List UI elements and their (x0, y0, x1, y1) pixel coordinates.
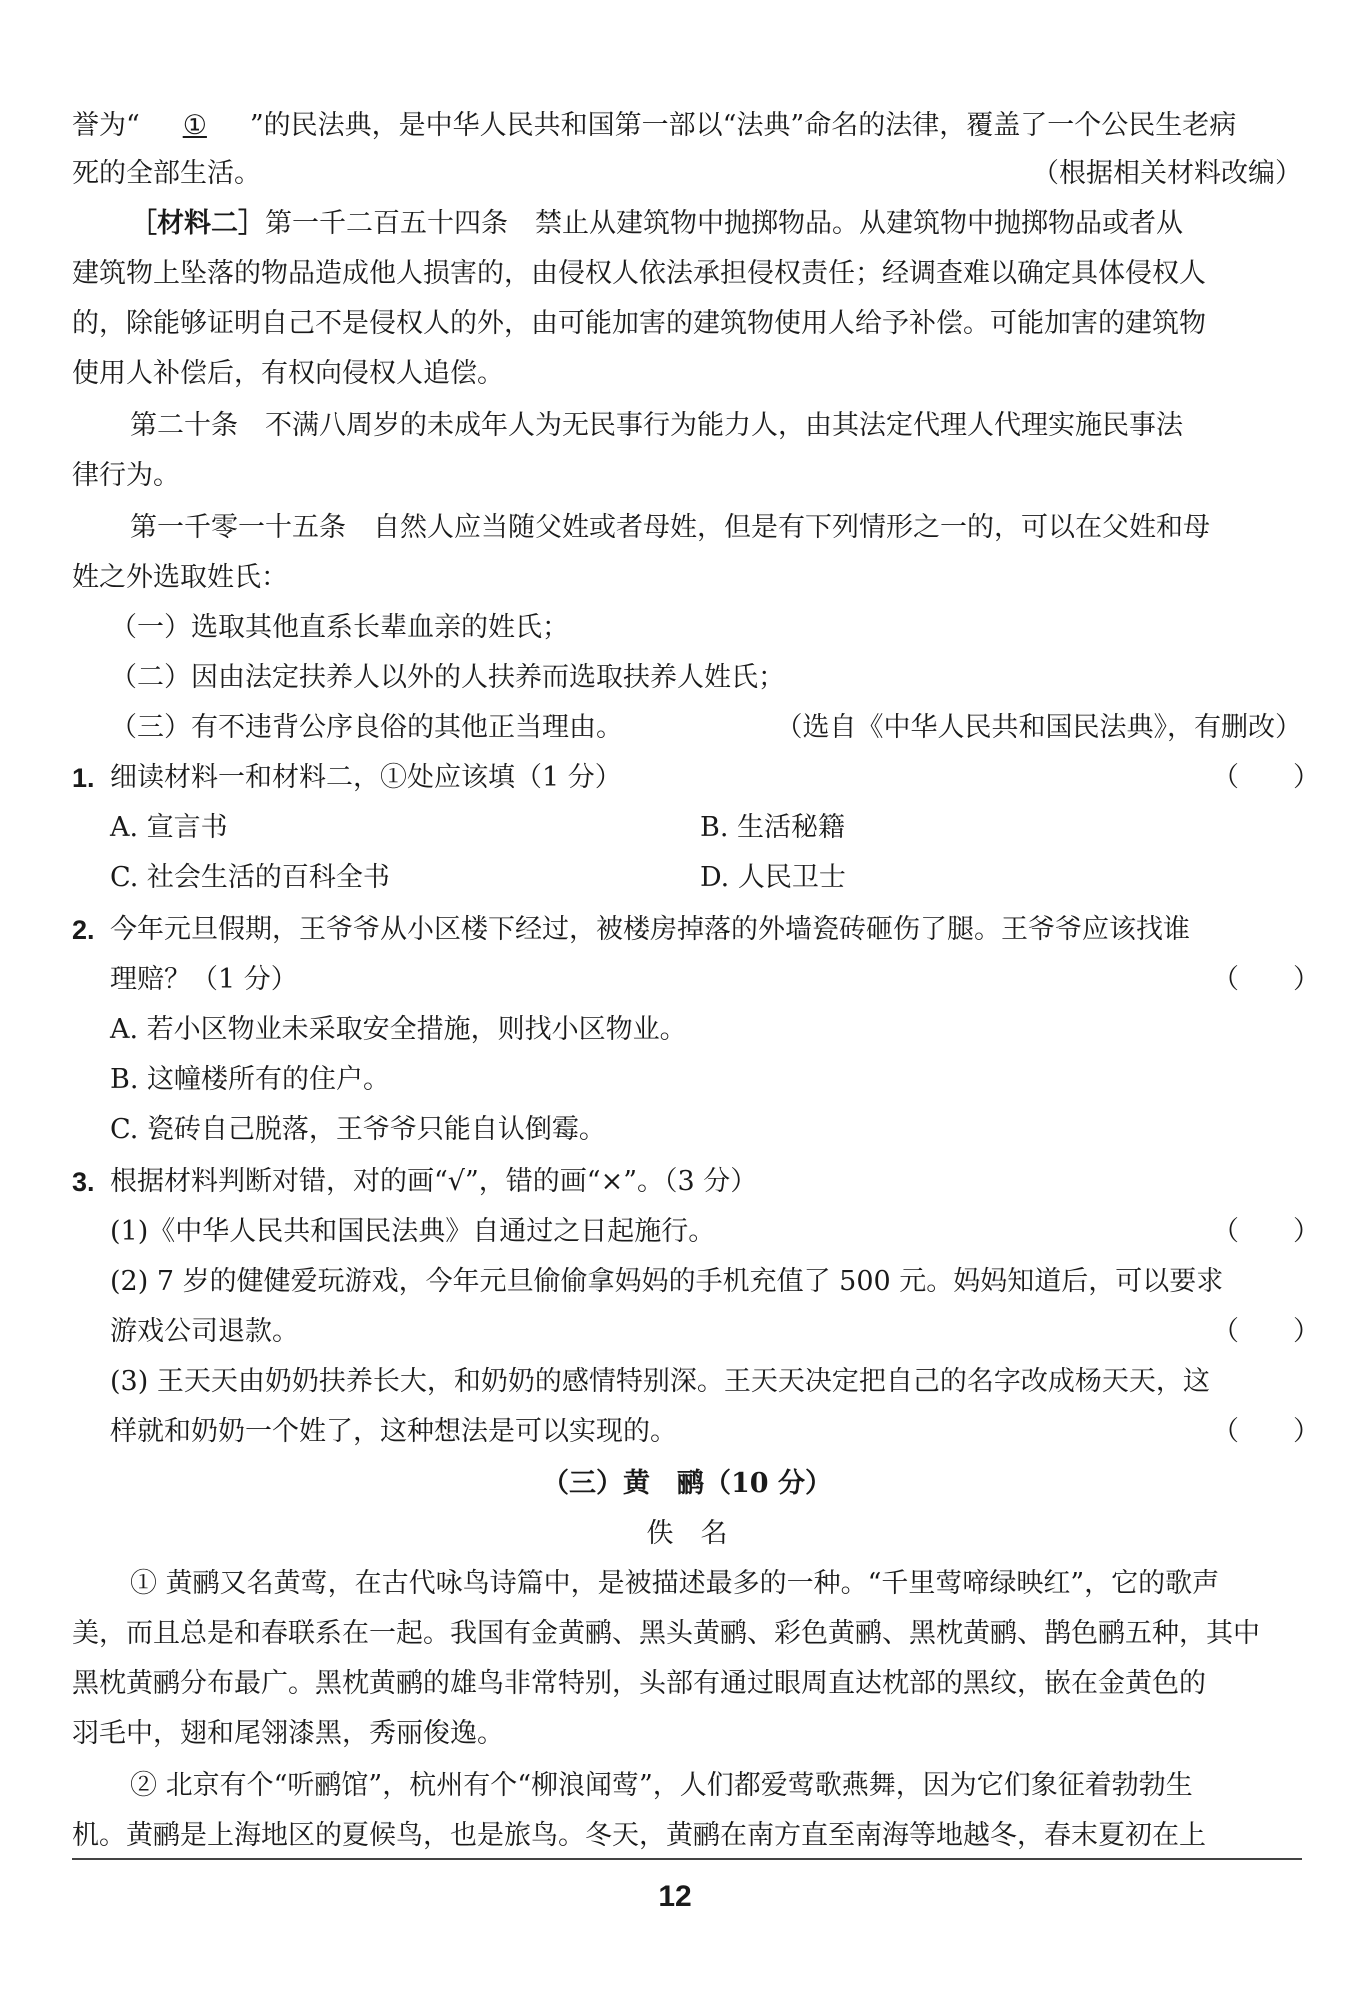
question-1-number: 1. (72, 763, 95, 793)
question-3-number: 3. (72, 1167, 95, 1197)
passage-p2-line-2: 机。黄鹂是上海地区的夏候鸟，也是旅鸟。冬天，黄鹂在南方直至南海等地越冬，春末夏初在上 (72, 1820, 1206, 1851)
material2-line-4: 使用人补偿后，有权向侵权人追偿。 (72, 358, 504, 389)
page-number: 12 (658, 1880, 692, 1913)
q3-statement-3-line-2: 样就和奶奶一个姓了，这种想法是可以实现的。 （ ） (110, 1412, 1302, 1452)
blank-1: ① (182, 110, 207, 141)
q1-option-d: D. 人民卫士 (700, 862, 846, 893)
question-2-text-2: 理赔？（1 分） (110, 964, 298, 995)
passage-p1-line-1: ① 黄鹂又名黄莺，在古代咏鸟诗篇中，是被描述最多的一种。“千里莺啼绿映红”，它的歌声 (130, 1568, 1220, 1599)
intro-line-2: 死的全部生活。 （根据相关材料改编） (72, 154, 1302, 194)
question-2-number: 2. (72, 915, 95, 945)
q1-option-a: A. 宣言书 (110, 812, 228, 843)
q2-option-b: B. 这幢楼所有的住户。 (110, 1064, 391, 1095)
answer-paren-q3-1: （ ） (1212, 1216, 1320, 1247)
q2-option-c: C. 瓷砖自己脱落，王爷爷只能自认倒霉。 (110, 1114, 606, 1145)
article1015-line-2: 姓之外选取姓氏： (72, 562, 288, 593)
q3-statement-2-line-1: (2) 7 岁的健健爱玩游戏，今年元旦偷偷拿妈妈的手机充值了 500 元。妈妈知道后，可以要求 (110, 1266, 1224, 1297)
article1015-item-2: （二）因由法定扶养人以外的人扶养而选取扶养人姓氏； (110, 662, 785, 693)
answer-paren-q1: （ ） (1212, 762, 1320, 793)
material2-tag: ［材料二］ (130, 208, 265, 239)
question-2-text-1: 今年元旦假期，王爷爷从小区楼下经过，被楼房掉落的外墙瓷砖砸伤了腿。王爷爷应该找谁 (110, 914, 1190, 945)
question-3-text: 根据材料判断对错，对的画“√”，错的画“×”。（3 分） (110, 1166, 758, 1197)
article20-line-2: 律行为。 (72, 460, 180, 491)
intro-source: （根据相关材料改编） (1032, 158, 1302, 189)
article1015-line-1: 第一千零一十五条 自然人应当随父姓或者母姓，但是有下列情形之一的，可以在父姓和母 (130, 512, 1210, 543)
q2-option-a: A. 若小区物业未采取安全措施，则找小区物业。 (110, 1014, 687, 1045)
q3-statement-2-line-2: 游戏公司退款。 （ ） (110, 1312, 1302, 1352)
question-1-text: 细读材料一和材料二，①处应该填（1 分） (110, 762, 622, 793)
passage-p1-line-4: 羽毛中，翅和尾翎漆黑，秀丽俊逸。 (72, 1718, 504, 1749)
section-3-title: （三）黄 鹂（10 分） (542, 1468, 832, 1499)
article1015-item-1: （一）选取其他直系长辈血亲的姓氏； (110, 612, 569, 643)
passage-p2-line-1: ② 北京有个“听鹂馆”，杭州有个“柳浪闻莺”，人们都爱莺歌燕舞，因为它们象征着勃勃生 (130, 1770, 1193, 1801)
q3-statement-3-line-1: (3) 王天天由奶奶扶养长大，和奶奶的感情特别深。王天天决定把自己的名字改成杨天天，这 (110, 1366, 1210, 1397)
material2-source: （选自《中华人民共和国民法典》，有删改） (775, 712, 1302, 743)
article1015-item-3: （三）有不违背公序良俗的其他正当理由。 （选自《中华人民共和国民法典》，有删改） (110, 708, 1302, 748)
article20-line-1: 第二十条 不满八周岁的未成年人为无民事行为能力人，由其法定代理人代理实施民事法 (130, 410, 1183, 441)
question-2-line-2 (110, 960, 1320, 1000)
material2-line-1: ［材料二］第一千二百五十四条 禁止从建筑物中抛掷物品。从建筑物中抛掷物品或者从 (130, 208, 1183, 239)
material2-line-2: 建筑物上坠落的物品造成他人损害的，由侵权人依法承担侵权责任；经调查难以确定具体侵权人 (72, 258, 1206, 289)
material2-line-3: 的，除能够证明自己不是侵权人的外，由可能加害的建筑物使用人给予补偿。可能加害的建筑物 (72, 308, 1206, 339)
answer-paren-q3-3: （ ） (1212, 1416, 1320, 1447)
answer-paren-q2: （ ） (1212, 964, 1320, 995)
q1-option-b: B. 生活秘籍 (700, 812, 846, 843)
answer-paren-q3-2: （ ） (1212, 1316, 1320, 1347)
passage-p1-line-2: 美，而且总是和春联系在一起。我国有金黄鹂、黑头黄鹂、彩色黄鹂、黑枕黄鹂、鹊色鹂五种，其中 (72, 1618, 1260, 1649)
intro-line-1: 誉为“ ① ”的民法典，是中华人民共和国第一部以“法典”命名的法律，覆盖了一个公民生老病 (72, 106, 1302, 146)
passage-p1-line-3: 黑枕黄鹂分布最广。黑枕黄鹂的雄鸟非常特别，头部有通过眼周直达枕部的黑纹，嵌在金黄色的 (72, 1668, 1206, 1699)
q3-statement-1: (1)《中华人民共和国民法典》自通过之日起施行。 （ ） (110, 1212, 1302, 1252)
section-3-author: 佚 名 (646, 1518, 728, 1549)
footer-rule (72, 1858, 1302, 1860)
q1-option-c: C. 社会生活的百科全书 (110, 862, 390, 893)
